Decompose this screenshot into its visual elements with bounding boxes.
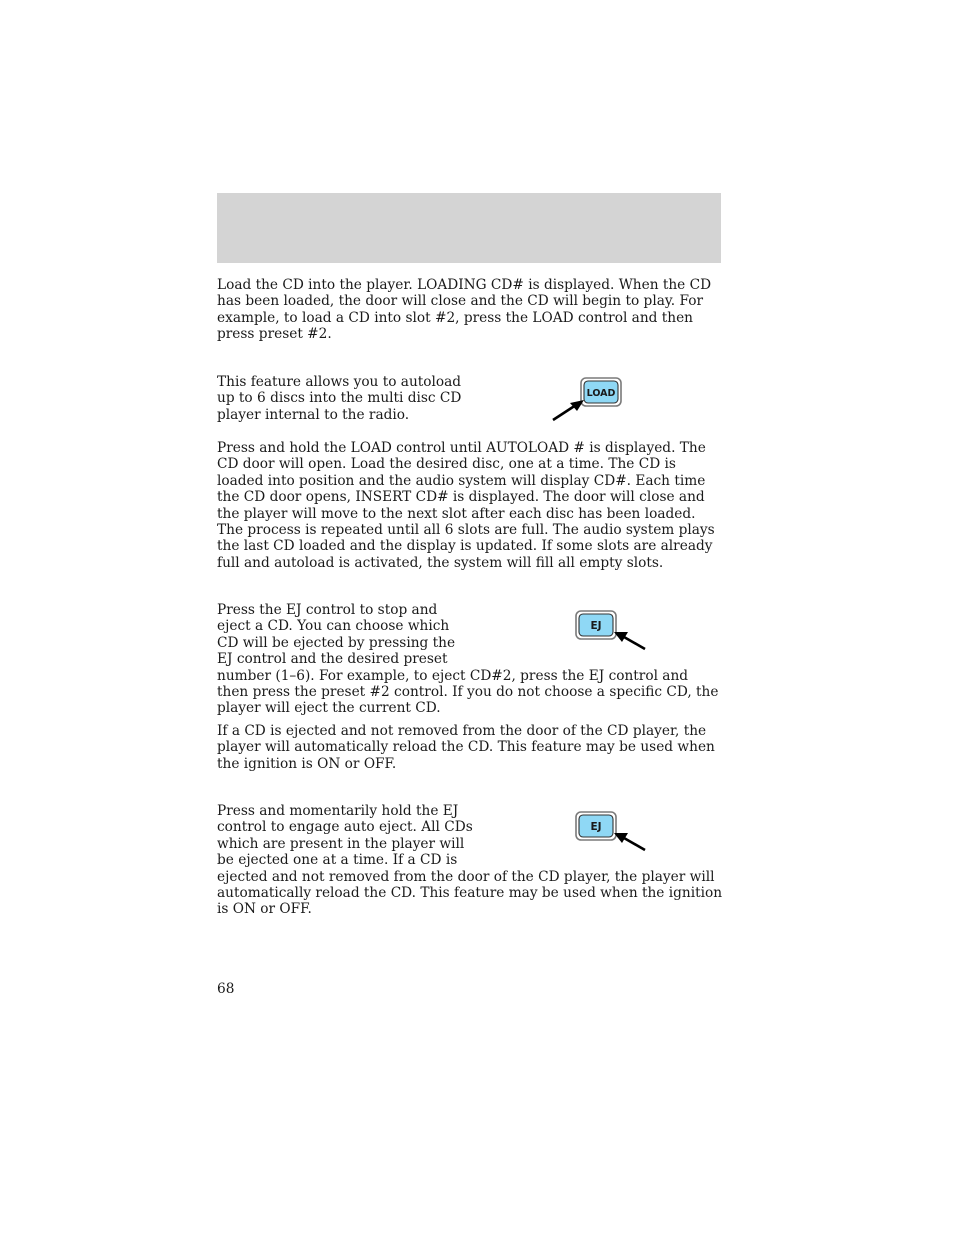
autoload-body-paragraph xyxy=(217,440,715,571)
text-line: Press and momentarily hold the EJ xyxy=(217,803,459,819)
text-line: The process is repeated until all 6 slots are full. The audio system plays xyxy=(217,522,715,539)
text-line: then press the preset #2 control. If you do not choose a specific CD, the xyxy=(217,684,719,701)
load-button-label: LOAD xyxy=(586,388,616,399)
text-line: CD will be ejected by pressing the xyxy=(217,634,456,651)
text-line: up to 6 discs into the multi disc CD xyxy=(217,390,462,407)
text-line: press preset #2. xyxy=(217,326,332,343)
text-line: EJ control and the desired preset xyxy=(217,651,448,668)
arrow-icon xyxy=(624,637,645,649)
text-line: This feature allows you to autoload xyxy=(217,374,462,390)
text-line: Load the CD into the player. LOADING CD# is displayed. When the CD xyxy=(217,277,712,293)
text-line: be ejected one at a time. If a CD is xyxy=(217,852,458,869)
text-line: the CD door opens, INSERT CD# is displayed. The door will close and xyxy=(217,489,705,506)
text-line: player internal to the radio. xyxy=(217,406,410,423)
reload-paragraph xyxy=(217,723,715,772)
text-line: example, to load a CD into slot #2, press the LOAD control and then xyxy=(217,309,693,326)
autoload-intro-paragraph xyxy=(217,374,461,423)
eject-button-illustration xyxy=(572,607,652,655)
text-line: the last CD loaded and the display is updated. If some slots are already xyxy=(217,538,713,555)
text-line: number (1–6). For example, to eject CD#2, press the EJ control and xyxy=(217,667,689,684)
text-line: full and autoload is activated, the system will fill all empty slots. xyxy=(217,554,664,571)
text-line: the ignition is ON or OFF. xyxy=(217,755,397,772)
text-line: the player will move to the next slot after each disc has been loaded. xyxy=(217,505,696,522)
text-line: player will eject the current CD. xyxy=(217,700,441,717)
text-line: Press the EJ control to stop and xyxy=(217,602,438,618)
arrow-icon xyxy=(624,838,645,850)
arrow-icon xyxy=(553,405,576,420)
text-line: has been loaded, the door will close and the CD will begin to play. For xyxy=(217,293,704,310)
auto-eject-button-label: EJ xyxy=(590,821,602,833)
text-line: If a CD is ejected and not removed from the door of the CD player, the xyxy=(217,723,707,739)
text-line: player will automatically reload the CD. This feature may be used when xyxy=(217,739,715,756)
load-button-illustration xyxy=(548,374,628,426)
text-line: control to engage auto eject. All CDs xyxy=(217,819,473,836)
text-line: which are present in the player will xyxy=(217,835,465,852)
text-line: Press and hold the LOAD control until AUTOLOAD # is displayed. The xyxy=(217,440,706,456)
arrow-head-icon xyxy=(570,400,584,411)
text-line: is ON or OFF. xyxy=(217,901,312,918)
section-header-band xyxy=(217,193,721,263)
eject-button-label: EJ xyxy=(590,620,602,632)
page-number: 68 xyxy=(217,981,235,997)
text-line: eject a CD. You can choose which xyxy=(217,618,450,635)
text-line: loaded into position and the audio system will display CD#. Each time xyxy=(217,472,706,489)
text-line: CD door will open. Load the desired disc, one at a time. The CD is xyxy=(217,456,676,473)
text-line: automatically reload the CD. This feature may be used when the ignition xyxy=(217,885,723,902)
load-paragraph xyxy=(217,277,711,343)
text-line: ejected and not removed from the door of the CD player, the player will xyxy=(217,868,715,885)
auto-eject-button-illustration xyxy=(572,808,652,856)
